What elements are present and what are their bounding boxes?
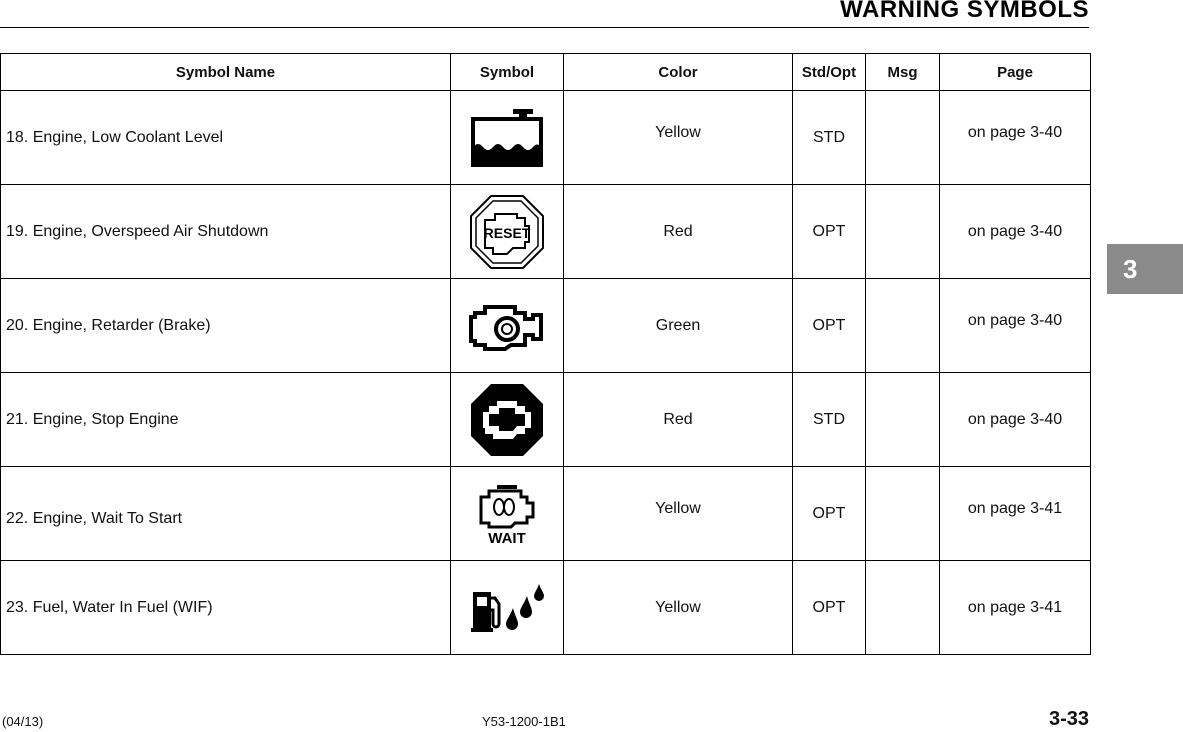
symbol-cell [451,279,564,373]
column-header-std-opt: Std/Opt [793,54,866,91]
footer-doc-number: Y53-1200-1B1 [482,714,566,729]
color-cell: Red [564,185,793,279]
page-cell: on page 3-41 [940,467,1091,561]
msg-cell [866,467,940,561]
low-coolant-icon [469,107,545,169]
footer-page-number: 3-33 [1048,708,1089,730]
symbol-name-cell: 22. Engine, Wait To Start [1,467,451,561]
msg-cell [866,373,940,467]
stop-engine-octagon-icon [469,382,545,458]
symbol-cell [451,185,564,279]
page-cell: on page 3-40 [940,91,1091,185]
water-in-fuel-icon [469,580,545,636]
msg-cell [866,279,940,373]
symbol-cell [451,467,564,561]
page-title: WARNING SYMBOLS [840,0,1089,23]
page-cell: on page 3-41 [940,561,1091,655]
table-row [1,561,1091,655]
title-divider [0,27,1089,28]
table-row [1,91,1091,185]
column-header-color: Color [564,54,793,91]
table-row [1,185,1091,279]
column-header-page: Page [940,54,1091,91]
column-header-msg: Msg [866,54,940,91]
page-cell: on page 3-40 [940,373,1091,467]
warning-symbols-table [0,53,1091,655]
wait-icon-text: WAIT [488,529,526,545]
std-opt-cell: OPT [793,467,866,561]
table-row [1,467,1091,561]
symbol-name-cell: 20. Engine, Retarder (Brake) [1,279,451,373]
std-opt-cell: STD [793,91,866,185]
table-row [1,373,1091,467]
std-opt-cell: OPT [793,279,866,373]
msg-cell [866,185,940,279]
symbol-name-cell: 18. Engine, Low Coolant Level [1,91,451,185]
color-cell: Yellow [564,91,793,185]
chapter-tab: 3 [1107,244,1183,294]
symbol-name-cell: 21. Engine, Stop Engine [1,373,451,467]
symbol-cell [451,561,564,655]
symbol-name-cell: 23. Fuel, Water In Fuel (WIF) [1,561,451,655]
column-header-symbol-name: Symbol Name [1,54,451,91]
engine-retarder-icon [469,301,545,351]
msg-cell [866,91,940,185]
page-cell: on page 3-40 [940,185,1091,279]
msg-cell [866,561,940,655]
column-header-symbol: Symbol [451,54,564,91]
color-cell: Red [564,373,793,467]
reset-octagon-icon [469,194,545,270]
std-opt-cell: OPT [793,561,866,655]
table-row [1,279,1091,373]
footer-date: (04/13) [2,714,44,729]
page-cell: on page 3-40 [940,279,1091,373]
symbol-name-cell: 19. Engine, Overspeed Air Shutdown [1,185,451,279]
symbol-cell [451,373,564,467]
std-opt-cell: STD [793,373,866,467]
color-cell: Yellow [564,467,793,561]
std-opt-cell: OPT [793,185,866,279]
color-cell: Green [564,279,793,373]
reset-icon-text: RESET [483,224,531,241]
table-header-row [1,54,1091,91]
symbol-cell [451,91,564,185]
color-cell: Yellow [564,561,793,655]
wait-to-start-icon [469,483,545,545]
